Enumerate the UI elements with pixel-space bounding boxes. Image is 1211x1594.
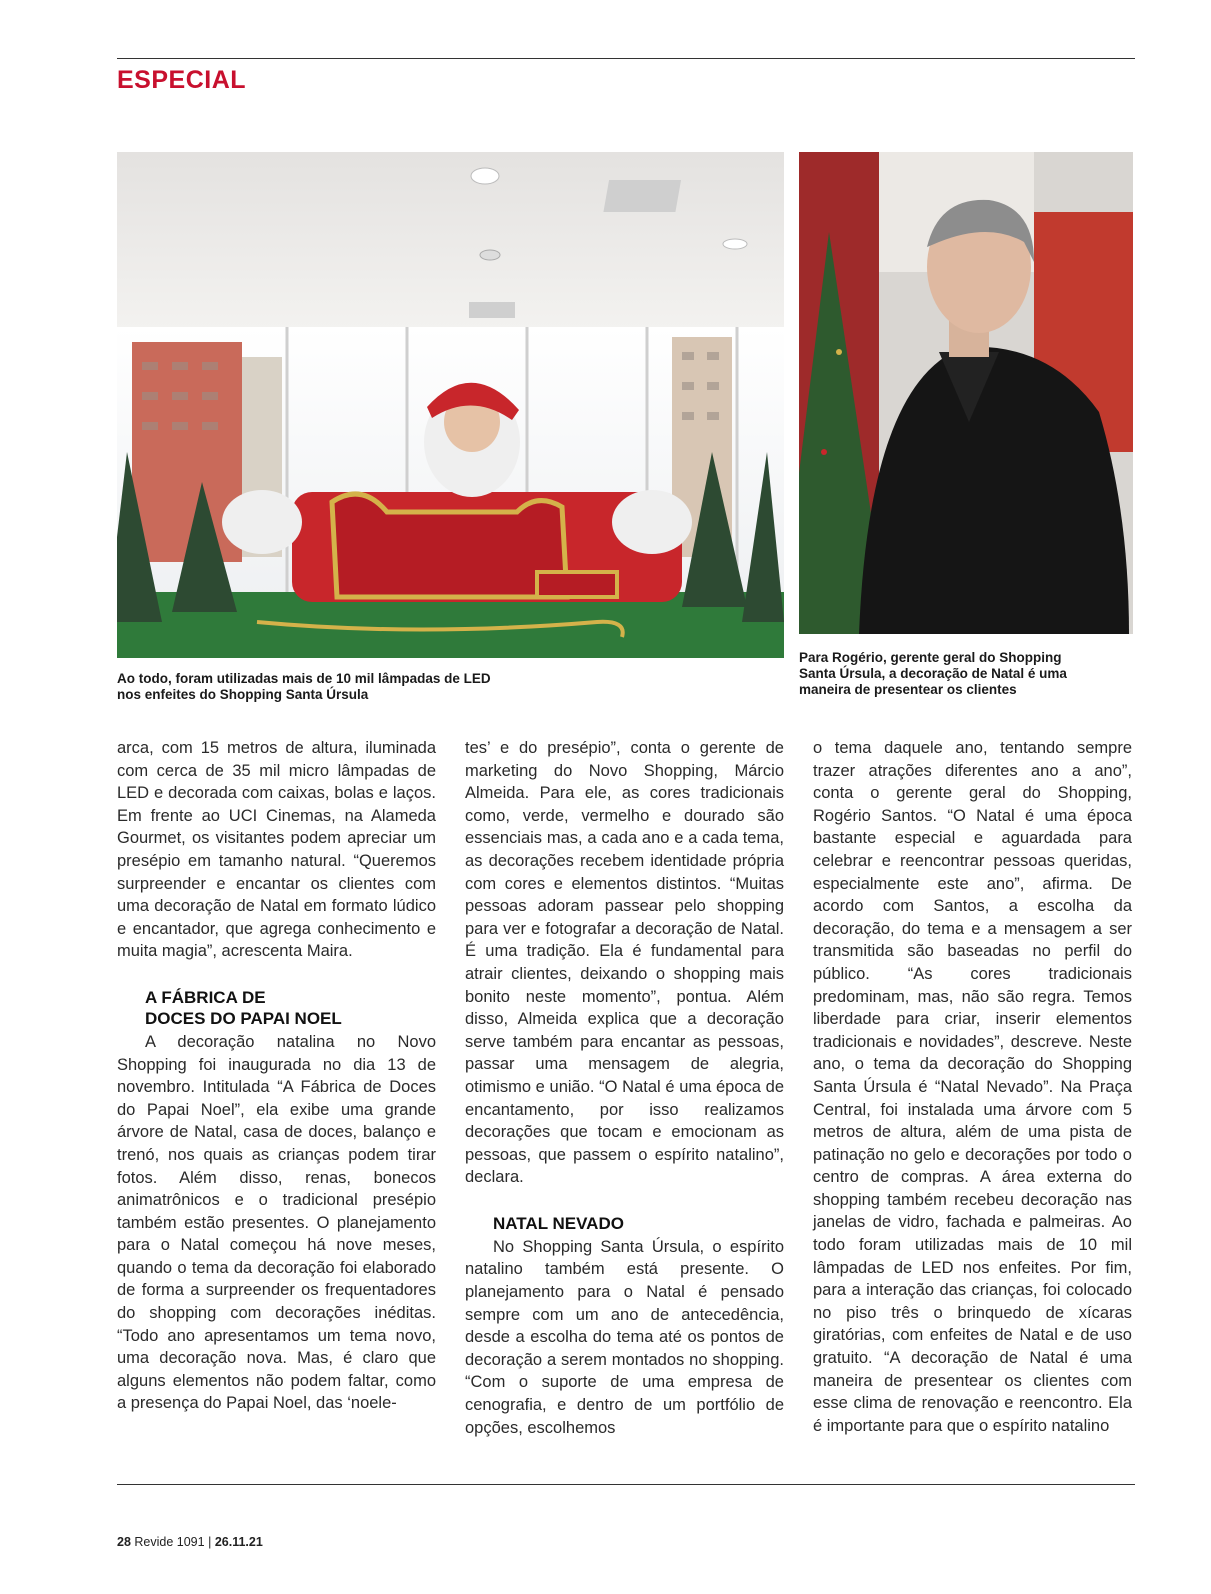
article-paragraph: tes’ e do presépio”, conta o gerente de marketing do Novo Shopping, Márcio Almeida. Para ele, as cores tradicionais como, verde, vermelho e dourado são essenciais mas, a cada ano e a cada tema, as decorações recebem identidade própria com cores e elementos distintos. “Muitas pessoas adoram passear pelo shopping para ver e fotografar a decoração de Natal. É uma tradição. Ela é fundamental para atrair clientes, deixando o shopping mais bonito neste momento”, pontua. Além disso, Almeida explica que a decoração serve também para encantar as pessoas, passar uma mensagem de alegria, otimismo e união. “O Natal é uma época de encantamento, por isso realizamos decorações que tocam e emocionam as pessoas, que passem o espírito natalino”, declara.	[465, 739, 784, 1187]
article-column-3	[813, 737, 1132, 1437]
section-label: ESPECIAL	[117, 66, 247, 94]
subhead-line: A FÁBRICA DE	[145, 987, 266, 1007]
rogerio-portrait-photo	[799, 152, 1133, 634]
right-photo-caption: Para Rogério, gerente geral do Shopping Santa Úrsula, a decoração de Natal é uma maneira de presentear os clientes	[799, 650, 1067, 697]
bottom-rule	[117, 1484, 1135, 1485]
santa-sleigh-photo	[117, 152, 784, 658]
issue-date: 26.11.21	[214, 1535, 263, 1549]
page-number: 28	[117, 1535, 131, 1549]
article-column-2	[465, 737, 784, 1439]
left-photo-caption: Ao todo, foram utilizadas mais de 10 mil lâmpadas de LED nos enfeites do Shopping Santa Úrsula	[117, 671, 491, 702]
subhead-fabrica-de-doces	[117, 987, 436, 1029]
subhead-line: DOCES DO PAPAI NOEL	[145, 1008, 342, 1028]
footer-separator: |	[208, 1535, 212, 1549]
subhead-natal-nevado: NATAL NEVADO	[493, 1213, 624, 1233]
magazine-issue: Revide 1091	[134, 1535, 205, 1549]
article-paragraph: arca, com 15 metros de altura, iluminada com cerca de 35 mil micro lâmpadas de LED e decorada com caixas, bolas e laços. Em frente ao UCI Cinemas, na Alameda Gourmet, os visitantes podem apreciar um presépio em tamanho natural. “Queremos surpreender e encantar os clientes com uma decoração de Natal em formato lúdico e encantador, que agrega conhecimento e muita magia”, acrescenta Maira.	[117, 739, 436, 961]
top-rule	[117, 58, 1135, 59]
article-column-1	[117, 737, 436, 1415]
page-footer	[117, 1535, 263, 1549]
article-paragraph: A decoração natalina no Novo Shopping foi inaugurada no dia 13 de novembro. Intitulada “A Fábrica de Doces do Papai Noel”, ela exibe uma grande árvore de Natal, casa de doces, balanço e trenó, nos quais as crianças podem tirar fotos. Além disso, renas, bonecos animatrônicos e o tradicional presépio também estão presentes. O planejamento para o Natal começou há nove meses, quando o tema da decoração foi elaborado de forma a surpreender os frequentadores do shopping com decorações inéditas. “Todo ano apresentamos um tema novo, uma decoração nova. Mas, é claro que alguns elementos não podem faltar, como a presença do Papai Noel, das ‘noele-	[117, 1032, 436, 1413]
article-paragraph: No Shopping Santa Úrsula, o espírito natalino também está presente. O planejamento para o Natal é pensado sempre com um ano de antecedência, desde a escolha do tema até os pontos de decoração a serem montados no shopping. “Com o suporte de uma empresa de cenografia, e dentro de um portfólio de opções, escolhemos	[465, 1237, 784, 1437]
article-paragraph: o tema daquele ano, tentando sempre trazer atrações diferentes ano a ano”, conta o gerente geral do Shopping, Rogério Santos. “O Natal é uma época bastante especial e aguardada para celebrar e reencontrar pessoas queridas, especialmente este ano”, afirma. De acordo com Santos, a escolha da decoração, do tema e a mensagem a ser transmitida são baseadas no perfil do público. “As cores tradicionais predominam, mas, não são regra. Temos liberdade para criar, inserir elementos tradicionais e novidades”, descreve. Neste ano, o tema da decoração do Shopping Santa Úrsula é “Natal Nevado”. Na Praça Central, foi instalada uma árvore com 5 metros de altura, além de uma pista de patinação no gelo e decorações por todo o centro de compras. A área externa do shopping também recebeu decoração nas janelas de vidro, fachada e palmeiras. Ao todo foram utilizadas mais de 10 mil lâmpadas de LED nos enfeites. Por fim, para a interação das crianças, foi colocado no piso três o brinquedo de xícaras giratórias, com enfeites de Natal e de uso gratuito. “A decoração de Natal é uma maneira de presentear os clientes com esse clima de renovação e reencontro. Ela é importante para que o espírito natalino	[813, 739, 1132, 1435]
